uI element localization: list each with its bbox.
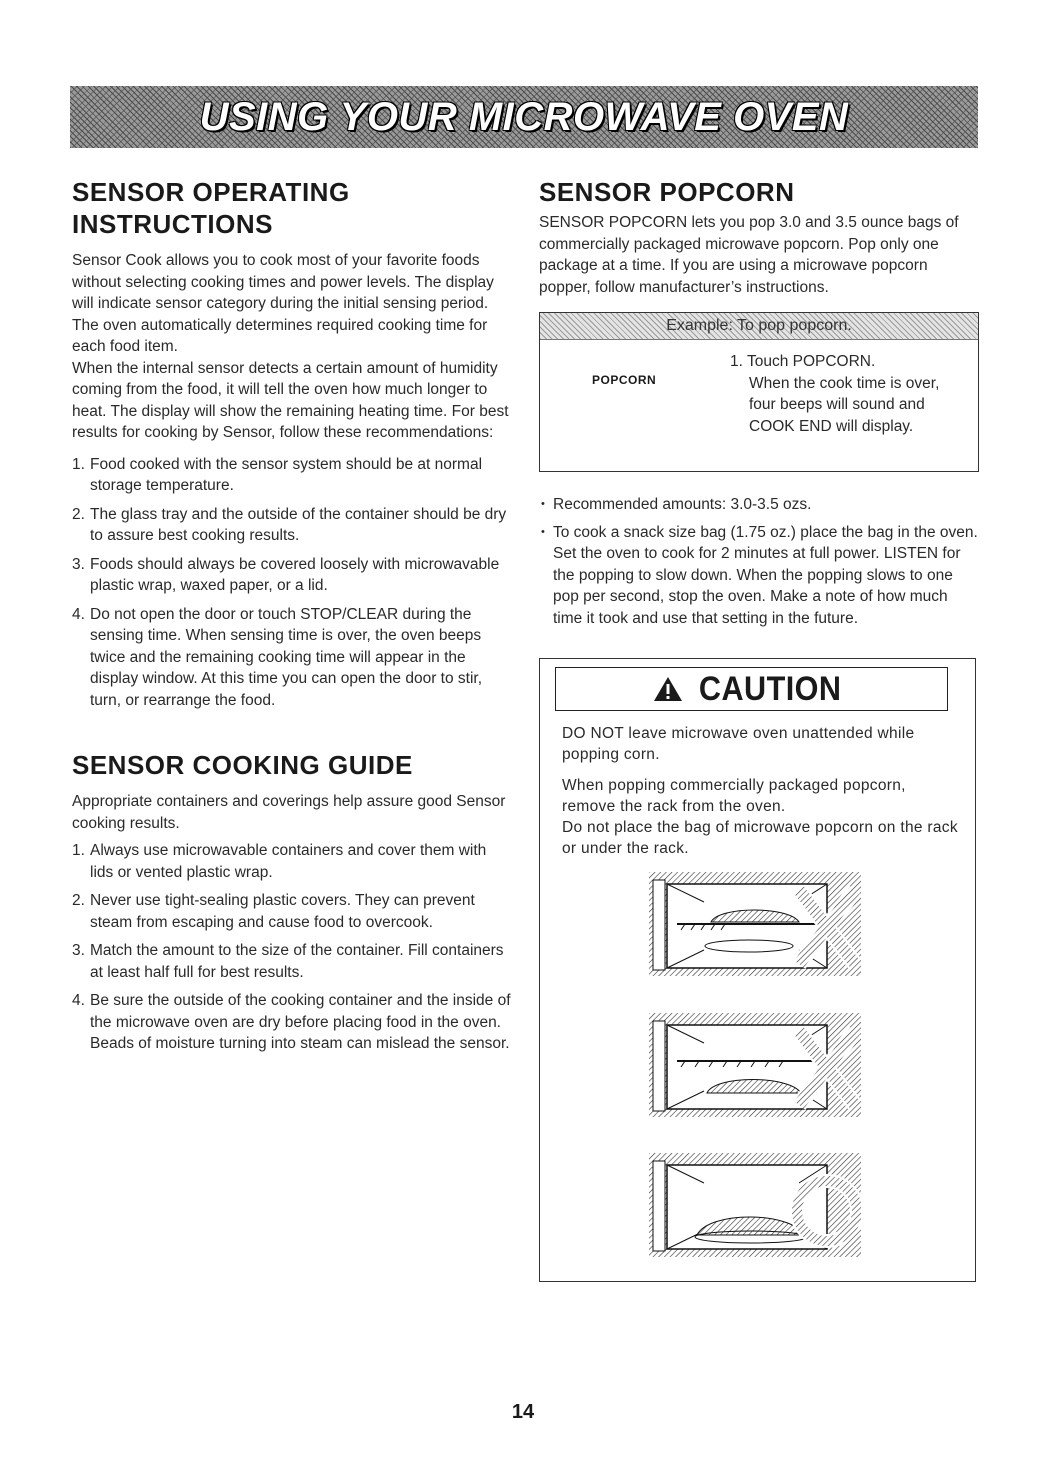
glass-tray bbox=[705, 940, 793, 952]
popcorn-bullets bbox=[539, 494, 979, 629]
right-column bbox=[539, 176, 979, 635]
caution-para-3: Do not place the bag of microwave popcorn on the rack or under the rack. bbox=[562, 819, 958, 857]
list-item: 4. Do not open the door or touch STOP/CLEAR during the sensing time. When sensing time is over, the oven beeps twice and the remaining cooking time will appear in the display window. At this time you can open the door to stir, turn, or rearrange the food. bbox=[72, 605, 483, 709]
oven-door-edge bbox=[653, 1161, 665, 1251]
list-item: 1. Food cooked with the sensor system should be at normal storage temperature. bbox=[72, 455, 483, 494]
list-item: 1. Always use microwavable containers and cover them with lids or vented plastic wrap. bbox=[72, 842, 487, 881]
caution-para-2: When popping commercially packaged popcorn, remove the rack from the oven. bbox=[562, 777, 906, 815]
page-number: 14 bbox=[511, 1401, 535, 1423]
sensor-cooking-guide-title: SENSOR COOKING GUIDE bbox=[72, 750, 413, 780]
list-item: 3. Foods should always be covered loosely with microwavable plastic wrap, waxed paper, or a lid. bbox=[72, 555, 500, 594]
list-item: 2. Never use tight-sealing plastic covers. They can prevent steam from escaping and cause food to overcook. bbox=[72, 892, 475, 931]
caution-text bbox=[562, 723, 962, 869]
oven-illustration-bag-under-rack bbox=[649, 1013, 861, 1117]
caution-para-1: DO NOT leave microwave oven unattended while popping corn. bbox=[562, 725, 915, 763]
banner-title: USING YOUR MICROWAVE OVEN bbox=[199, 94, 849, 139]
oven-door-edge bbox=[653, 1021, 665, 1111]
oven-illustration-bag-on-rack bbox=[649, 872, 861, 976]
sensor-guide-intro: Appropriate containers and coverings help assure good Sensor cooking results. bbox=[72, 793, 506, 832]
popcorn-key-label: POPCORN bbox=[592, 373, 657, 387]
list-item: 3. Match the amount to the size of the container. Fill containers at least half full for best results. bbox=[72, 942, 504, 981]
sensor-operating-intro-2: When the internal sensor detects a certain amount of humidity coming from the food, it will tell the oven how much longer to heat. The display will show the remaining heating time. For best results for cooking by Sensor, follow these recommendations: bbox=[72, 359, 509, 441]
list-item: • Recommended amounts: 3.0-3.5 ozs. bbox=[539, 494, 979, 516]
list-item: 2. The glass tray and the outside of the container should be dry to assure best cooking results. bbox=[72, 505, 507, 544]
oven-door-edge bbox=[653, 880, 665, 970]
sensor-popcorn-intro: SENSOR POPCORN lets you pop 3.0 and 3.5 ounce bags of commercially packaged microwave popcorn. Pop only one package at a time. If you are using a microwave popcorn popper, follow manufacturer’s instructions. bbox=[539, 214, 959, 296]
list-item: • To cook a snack size bag (1.75 oz.) place the bag in the oven. Set the oven to cook for 2 minutes at full power. LISTEN for the popping to slow down. When the popping slows to one pop per second, stop the oven. Make a note of how much time it took and use that setting in the future. bbox=[539, 522, 979, 630]
warning-icon bbox=[653, 675, 683, 703]
example-step: 1. Touch POPCORN. When the cook time is over, four beeps will sound and COOK END will display. bbox=[730, 353, 940, 435]
sensor-operating-steps bbox=[72, 454, 512, 712]
example-box bbox=[539, 312, 979, 472]
oven-illustration-correct bbox=[649, 1153, 861, 1257]
page-banner bbox=[70, 86, 978, 148]
caution-header bbox=[555, 667, 948, 711]
sensor-guide-steps bbox=[72, 840, 512, 1055]
left-column bbox=[72, 176, 512, 1062]
sensor-popcorn-title: SENSOR POPCORN bbox=[539, 177, 795, 207]
caution-title: CAUTION bbox=[699, 669, 842, 708]
list-item: 4. Be sure the outside of the cooking container and the inside of the microwave oven are dry before placing food in the oven. Beads of moisture turning into steam can mislead the sensor. bbox=[72, 992, 511, 1052]
sensor-operating-intro: Sensor Cook allows you to cook most of your favorite foods without selecting cooking times and power levels. The display will indicate sensor category during the initial sensing period. The oven automatically determines required cooking time for each food item. bbox=[72, 252, 494, 355]
example-header: Example: To pop popcorn. bbox=[540, 313, 978, 340]
sensor-operating-title: SENSOR OPERATING INSTRUCTIONS bbox=[72, 177, 350, 239]
